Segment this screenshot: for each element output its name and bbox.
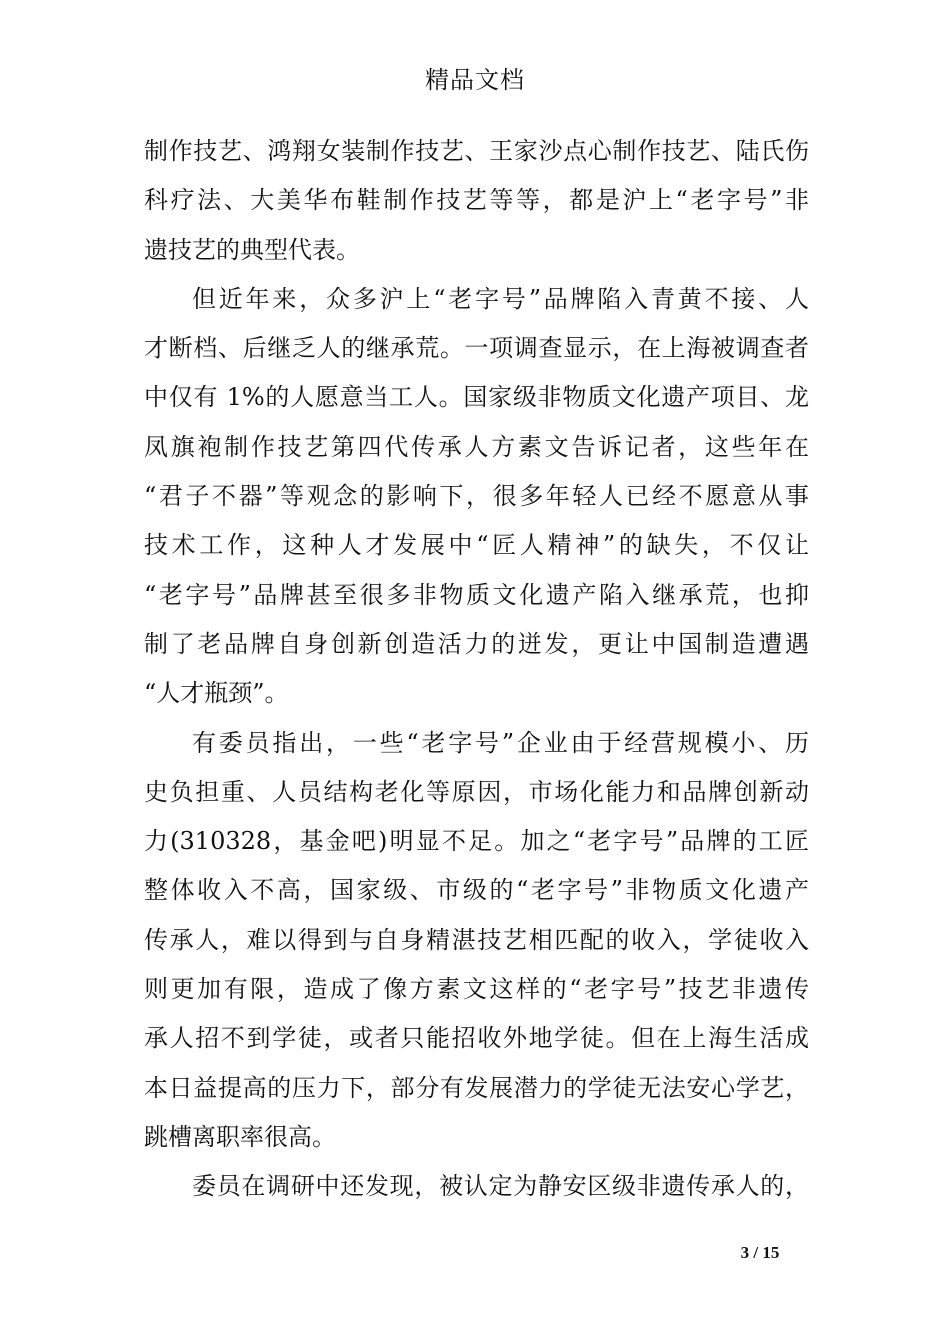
text-line: “老字号”品牌甚至很多非物质文化遗产陷入继承荒，也抑 — [144, 580, 809, 609]
paragraph — [144, 127, 809, 275]
text-line: 本日益提高的压力下，部分有发展潜力的学徒无法安心学艺， — [144, 1073, 809, 1102]
text-line: 传承人，难以得到与自身精湛技艺相匹配的收入，学徒收入 — [144, 925, 809, 954]
paragraph — [144, 1162, 809, 1211]
text-line: 制作技艺、鸿翔女装制作技艺、王家沙点心制作技艺、陆氏伤 — [144, 137, 809, 165]
text-line: 跳槽离职率很高。 — [144, 1122, 336, 1151]
text-line: 科疗法、大美华布鞋制作技艺等等，都是沪上“老字号”非 — [144, 186, 809, 215]
text-line: “君子不器”等观念的影响下，很多年轻人已经不愿意从事 — [144, 482, 809, 511]
paragraph — [144, 275, 809, 719]
text-line: 有委员指出，一些“老字号”企业由于经营规模小、历 — [192, 728, 809, 757]
text-line: 但近年来，众多沪上“老字号”品牌陷入青黄不接、人 — [192, 284, 809, 313]
page-header-title: 精品文档 — [425, 66, 525, 94]
page-number: 3 / 15 — [740, 1243, 780, 1262]
paragraph — [144, 719, 809, 1163]
document-body — [144, 127, 809, 1212]
text-line: 技术工作，这种人才发展中“匠人精神”的缺失，不仅让 — [144, 531, 809, 560]
text-line: 委员在调研中还发现，被认定为静安区级非遗传承人的， — [192, 1172, 809, 1201]
text-line: 制了老品牌自身创新创造活力的迸发，更让中国制造遭遇 — [144, 629, 809, 658]
text-line: 力(310328，基金吧)明显不足。加之“老字号”品牌的工匠 — [144, 827, 809, 856]
text-line: 整体收入不高，国家级、市级的“老字号”非物质文化遗产 — [144, 876, 809, 905]
text-line: 史负担重、人员结构老化等原因，市场化能力和品牌创新动 — [144, 777, 809, 806]
text-line: 遗技艺的典型代表。 — [144, 235, 360, 264]
text-line: 凤旗袍制作技艺第四代传承人方素文告诉记者，这些年在 — [144, 432, 809, 461]
text-line: 承人招不到学徒，或者只能招收外地学徒。但在上海生活成 — [144, 1024, 809, 1053]
text-line: 才断档、后继乏人的继承荒。一项调查显示，在上海被调查者 — [144, 334, 809, 363]
text-line: 中仅有 1%的人愿意当工人。国家级非物质文化遗产项目、龙 — [144, 383, 809, 412]
text-line: 则更加有限，造成了像方素文这样的“老字号”技艺非遗传 — [144, 975, 809, 1004]
text-line: “人才瓶颈”。 — [144, 679, 289, 708]
